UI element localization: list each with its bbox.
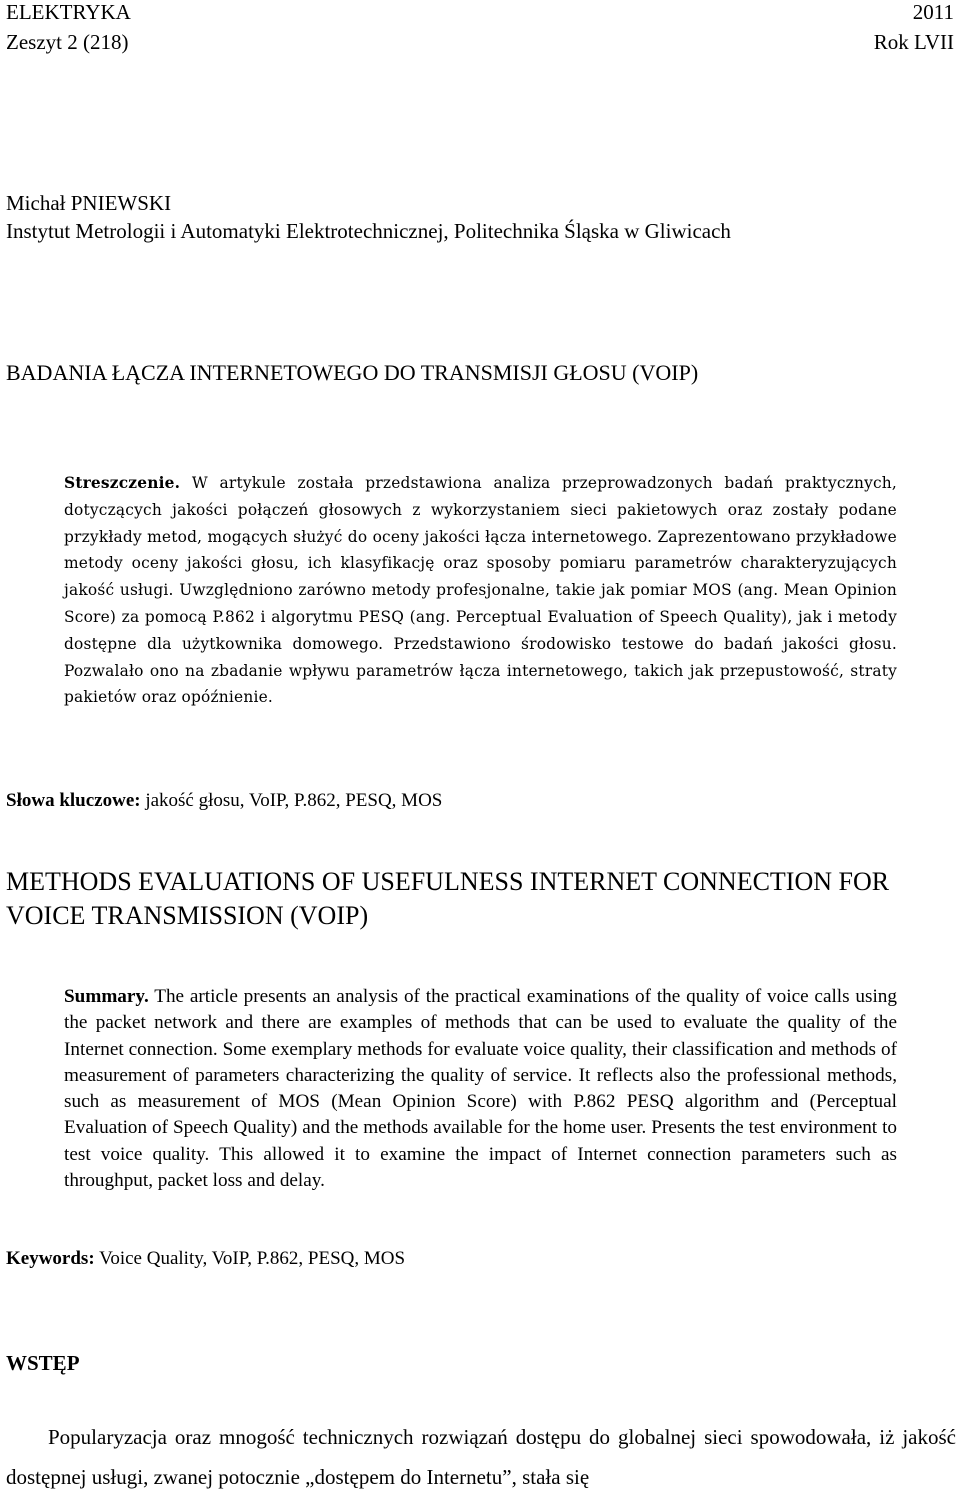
keywords-english-text: Voice Quality, VoIP, P.862, PESQ, MOS	[94, 1248, 406, 1269]
paper-title-polish: BADANIA ŁĄCZA INTERNETOWEGO DO TRANSMISJI GŁOSU (VOIP)	[6, 360, 699, 385]
running-header-bottom	[6, 30, 954, 54]
journal-volume: Rok LVII	[873, 30, 954, 54]
abstract-polish-text: W artykule została przedstawiona analiza przeprowadzonych badań praktycznych, dotyczących jakości połączeń głosowych z wykorzystaniem sieci pakietowych oraz zostały podane przykłady metod, mogących służyć do oceny jakości łącza internetowego. Zaprezentowano przykładowe metody oceny jakości głosu, ich klasyfikację oraz sposoby pomiaru parametrów charakteryzujących jakość usługi. Uwzględniono zarówno metody profesjonalne, takie jak pomiar MOS (ang. Mean Opinion Score) za pomocą P.862 i algorytmu PESQ (ang. Perceptual Evaluation of Speech Quality), jak i metody dostępne dla użytkownika domowego. Przedstawiono środowisko testowe do badań jakości głosu. Pozwalało ono na zbadanie wpływu parametrów łącza internetowego, takich jak przepustowość, straty pakietów oraz opóźnienie.	[64, 474, 897, 707]
author-name: Michał PNIEWSKI	[6, 191, 172, 215]
abstract-english-text: The article presents an analysis of the practical examinations of the quality of voice calls using the packet network and there are examples of methods that can be used to evaluate the quality of the Internet connection. Some exemplary methods for evaluate voice quality, their classification and methods of measurement of parameters characterizing the quality of service. It reflects also the professional methods, such as measurement of MOS (Mean Opinion Score) with P.862 PESQ algorithm and (Perceptual Evaluation of Speech Quality) and the methods available for the home user. Presents the test environment to test voice quality. This allowed it to examine the impact of Internet connection parameters such as throughput, packet loss and delay.	[64, 986, 897, 1192]
abstract-polish	[64, 470, 897, 711]
body-paragraph: Popularyzacja oraz mnogość technicznych rozwiązań dostępu do globalnej sieci spowodowała, iż jakość dostępnej usługi, zwanej potocznie „dostępem do Internetu”, stała się	[6, 1425, 956, 1489]
running-header-top	[6, 0, 954, 24]
section-heading: WSTĘP	[6, 1351, 80, 1375]
paper-title-english: METHODS EVALUATIONS OF USEFULNESS INTERNET CONNECTION FOR VOICE TRANSMISSION (VOIP)	[6, 867, 890, 930]
keywords-polish-label: Słowa kluczowe:	[6, 790, 141, 811]
keywords-english-label: Keywords:	[6, 1248, 95, 1269]
journal-issue: Zeszyt 2 (218)	[6, 30, 129, 54]
keywords-polish-text: jakość głosu, VoIP, P.862, PESQ, MOS	[140, 790, 443, 811]
abstract-english-label: Summary.	[64, 986, 149, 1007]
abstract-english	[64, 984, 897, 1194]
journal-name: ELEKTRYKA	[6, 0, 131, 24]
journal-year: 2011	[912, 0, 954, 24]
keywords-polish	[6, 790, 442, 812]
keywords-english	[6, 1248, 405, 1270]
abstract-polish-label: Streszczenie.	[64, 474, 181, 492]
author-affiliation: Instytut Metrologii i Automatyki Elektrotechnicznej, Politechnika Śląska w Gliwicach	[6, 219, 731, 243]
